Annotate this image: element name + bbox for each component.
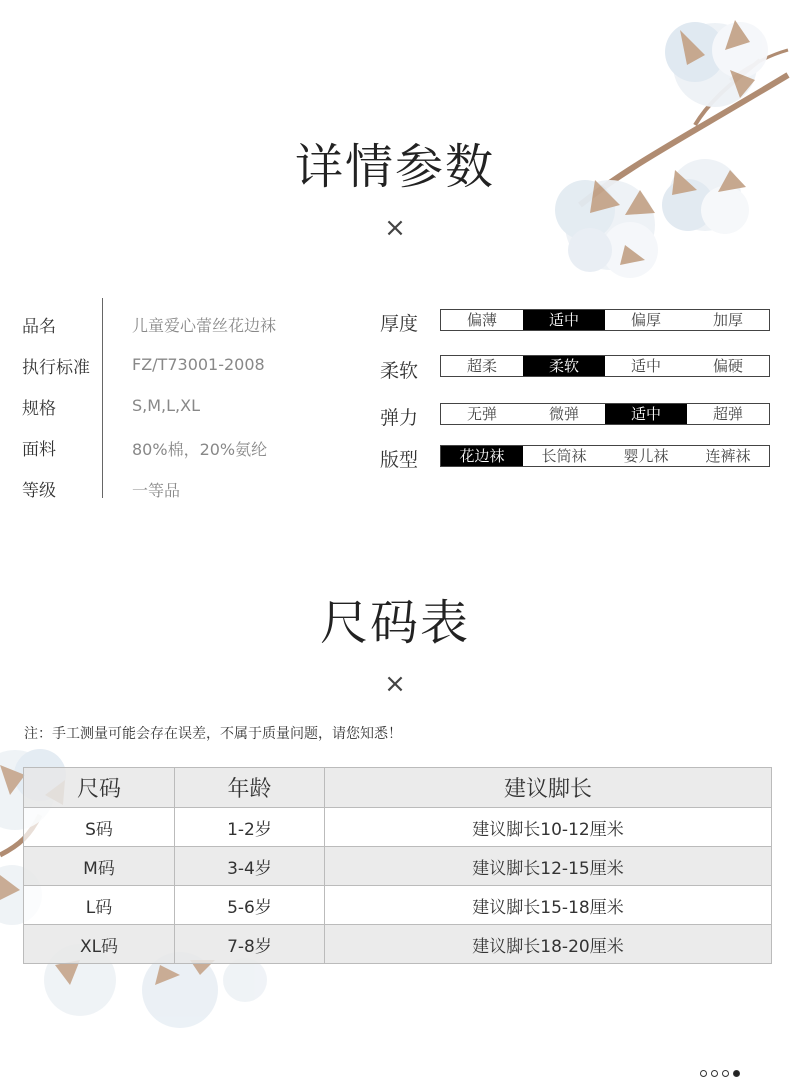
table-cell: 建议脚长12-15厘米 [325, 847, 772, 886]
close-icon: × [384, 213, 406, 243]
close-icon: × [384, 669, 406, 699]
table-cell: XL码 [24, 925, 175, 964]
details-title: 详情参数 [294, 139, 495, 195]
column-header: 建议脚长 [325, 768, 772, 808]
table-cell: 建议脚长18-20厘米 [325, 925, 772, 964]
scale-option: 花边袜 [441, 446, 523, 466]
table-row [24, 847, 772, 886]
info-label: 规格 [22, 399, 56, 419]
scale-option: 适中 [605, 404, 687, 424]
size-chart-title: 尺码表 [319, 595, 470, 651]
scale-option: 超柔 [466, 357, 497, 375]
attr-label-softness: 柔软 [380, 360, 419, 382]
info-label: 品名 [22, 317, 56, 337]
page-dot[interactable] [700, 1070, 707, 1077]
page-dot[interactable] [722, 1070, 729, 1077]
info-divider [102, 298, 103, 498]
info-value: 儿童爱心蕾丝花边袜 [132, 316, 277, 335]
table-cell: L码 [24, 886, 175, 925]
table-cell: 7-8岁 [175, 925, 325, 964]
table-cell: M码 [24, 847, 175, 886]
table-header-row [24, 768, 772, 808]
scale-option: 适中 [630, 357, 661, 375]
scale-option: 适中 [523, 310, 605, 330]
column-header: 尺码 [24, 768, 175, 808]
scale-option: 婴儿袜 [623, 447, 669, 465]
info-value: S,M,L,XL [132, 396, 201, 415]
table-cell: 建议脚长15-18厘米 [325, 886, 772, 925]
attr-label-thickness: 厚度 [380, 313, 419, 335]
scale-option: 微弹 [548, 405, 579, 423]
info-value: 一等品 [132, 481, 181, 500]
info-value: 80%棉，20%氨纶 [132, 440, 268, 459]
attr-label-elasticity: 弹力 [380, 407, 419, 429]
page-dot[interactable] [711, 1070, 718, 1077]
table-row [24, 808, 772, 847]
table-row [24, 925, 772, 964]
scale-option: 柔软 [523, 356, 605, 376]
info-label: 面料 [22, 440, 56, 460]
scale-option: 连裤袜 [705, 447, 751, 465]
pagination-dots [700, 1070, 740, 1077]
info-value: FZ/T73001-2008 [132, 355, 265, 374]
table-cell: S码 [24, 808, 175, 847]
measurement-note: 注：手工测量可能会存在误差，不属于质量问题，请您知悉！ [24, 726, 402, 742]
scale-option: 偏薄 [466, 311, 497, 329]
scale-option: 偏硬 [712, 357, 743, 375]
scale-option: 超弹 [712, 405, 743, 423]
scale-softness [440, 355, 770, 377]
column-header: 年龄 [175, 768, 325, 808]
scale-option: 加厚 [712, 311, 743, 329]
page-dot[interactable] [733, 1070, 740, 1077]
info-label: 执行标准 [22, 358, 90, 378]
scale-style [440, 445, 770, 467]
scale-option: 长筒袜 [541, 447, 587, 465]
table-cell: 建议脚长10-12厘米 [325, 808, 772, 847]
scale-elasticity [440, 403, 770, 425]
table-cell: 3-4岁 [175, 847, 325, 886]
scale-thickness [440, 309, 770, 331]
table-cell: 1-2岁 [175, 808, 325, 847]
size-table [23, 767, 772, 964]
scale-option: 无弹 [466, 405, 497, 423]
table-row [24, 886, 772, 925]
attr-label-style: 版型 [380, 449, 419, 471]
scale-option: 偏厚 [630, 311, 661, 329]
info-label: 等级 [22, 481, 56, 501]
table-cell: 5-6岁 [175, 886, 325, 925]
